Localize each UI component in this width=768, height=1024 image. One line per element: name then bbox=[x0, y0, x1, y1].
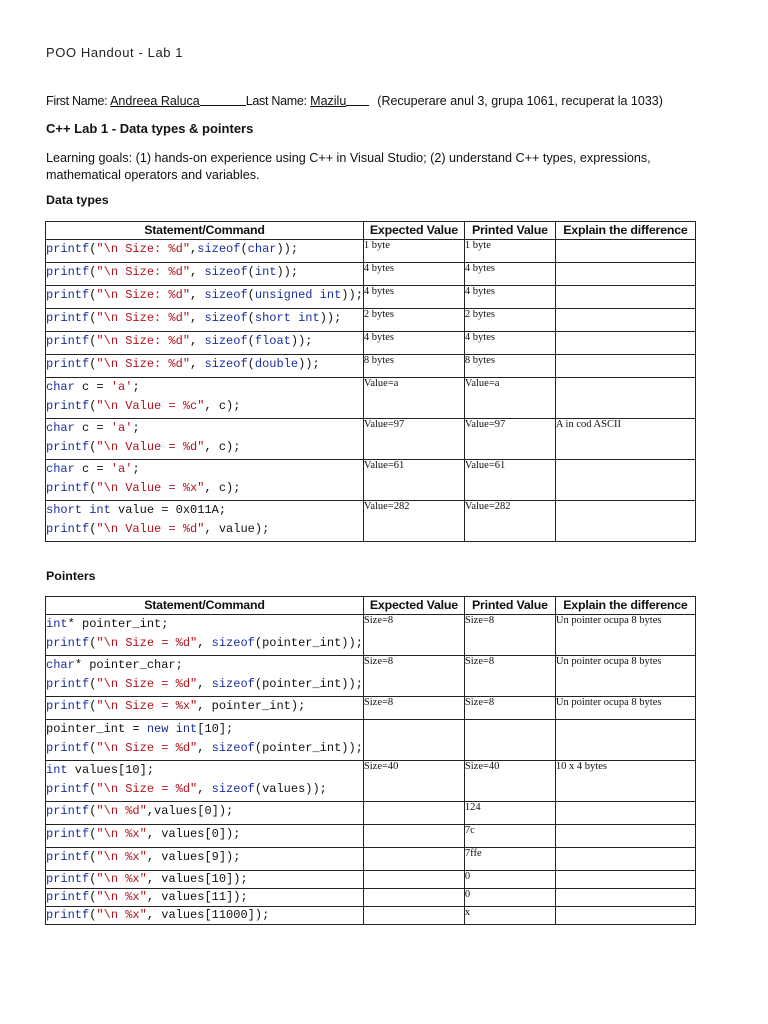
code-token: , bbox=[190, 334, 205, 348]
explain-difference-cell bbox=[555, 378, 695, 419]
code-token: ( bbox=[89, 677, 97, 691]
code-token: , bbox=[190, 311, 205, 325]
code-token: ( bbox=[89, 334, 97, 348]
expected-value-cell bbox=[363, 871, 464, 889]
printed-value-cell bbox=[464, 720, 555, 761]
expected-value-cell: Value=97 bbox=[363, 419, 464, 460]
statement-cell bbox=[46, 802, 364, 825]
code-token: ( bbox=[89, 399, 97, 413]
code-token: (pointer_int)); bbox=[254, 741, 363, 755]
printed-value-cell: 4 bytes bbox=[464, 263, 555, 286]
code-token: ( bbox=[89, 872, 97, 886]
code-token: ( bbox=[89, 782, 97, 796]
code-token: printf bbox=[46, 481, 90, 495]
code-token: int bbox=[254, 265, 277, 279]
code-line bbox=[46, 761, 363, 780]
explain-difference-cell: 10 x 4 bytes bbox=[555, 761, 695, 802]
printed-value-cell: Value=282 bbox=[464, 501, 555, 542]
code-token: ( bbox=[89, 741, 97, 755]
code-token: "\n Value = %d" bbox=[96, 440, 205, 454]
code-token: , bbox=[190, 242, 198, 256]
statement-cell bbox=[46, 848, 364, 871]
code-token: )); bbox=[341, 288, 363, 302]
code-token: printf bbox=[46, 850, 90, 864]
code-line bbox=[46, 697, 363, 716]
code-token: ( bbox=[89, 288, 97, 302]
code-line bbox=[46, 309, 363, 328]
printed-value-cell: 2 bytes bbox=[464, 309, 555, 332]
printed-value-cell: Size=40 bbox=[464, 761, 555, 802]
code-token: values[10]; bbox=[67, 763, 155, 777]
code-line bbox=[46, 656, 363, 675]
code-line bbox=[46, 739, 363, 758]
printed-value-cell: Size=8 bbox=[464, 697, 555, 720]
code-token: "\n %x" bbox=[96, 850, 147, 864]
expected-value-cell: Value=282 bbox=[363, 501, 464, 542]
code-token: "\n %x" bbox=[96, 890, 147, 904]
statement-cell bbox=[46, 378, 364, 419]
code-token: , bbox=[197, 677, 212, 691]
code-token: c = bbox=[74, 421, 111, 435]
code-token: sizeof bbox=[211, 741, 255, 755]
code-token: ( bbox=[240, 242, 248, 256]
table-row bbox=[46, 240, 696, 263]
code-token: sizeof bbox=[204, 357, 248, 371]
table-row bbox=[46, 615, 696, 656]
explain-difference-cell bbox=[555, 825, 695, 848]
code-token: char bbox=[247, 242, 277, 256]
explain-difference-cell bbox=[555, 286, 695, 309]
statement-cell bbox=[46, 309, 364, 332]
statement-cell bbox=[46, 907, 364, 925]
table-row bbox=[46, 825, 696, 848]
code-token: "\n Size = %d" bbox=[96, 677, 198, 691]
code-token: printf bbox=[46, 741, 90, 755]
code-line bbox=[46, 286, 363, 305]
explain-difference-cell: A in cod ASCII bbox=[555, 419, 695, 460]
code-token: ( bbox=[247, 334, 255, 348]
column-header-expected: Expected Value bbox=[363, 597, 464, 615]
code-token: printf bbox=[46, 890, 90, 904]
statement-cell bbox=[46, 825, 364, 848]
code-token: sizeof bbox=[204, 288, 248, 302]
expected-value-cell: 4 bytes bbox=[363, 332, 464, 355]
code-token: ( bbox=[247, 357, 255, 371]
code-token: ( bbox=[89, 357, 97, 371]
code-token: double bbox=[254, 357, 299, 371]
data-types-heading: Data types bbox=[46, 193, 109, 207]
statement-cell bbox=[46, 286, 364, 309]
explain-difference-cell bbox=[555, 355, 695, 378]
statement-cell bbox=[46, 720, 364, 761]
expected-value-cell bbox=[363, 720, 464, 761]
column-header-explain: Explain the difference bbox=[555, 597, 695, 615]
code-token: , values[11000]); bbox=[146, 908, 270, 922]
code-token: printf bbox=[46, 242, 90, 256]
printed-value-cell: 0 bbox=[464, 871, 555, 889]
explain-difference-cell: Un pointer ocupa 8 bytes bbox=[555, 697, 695, 720]
table-row bbox=[46, 697, 696, 720]
statement-cell bbox=[46, 419, 364, 460]
code-token: , bbox=[190, 265, 205, 279]
expected-value-cell bbox=[363, 889, 464, 907]
explain-difference-cell bbox=[555, 309, 695, 332]
code-token: printf bbox=[46, 440, 90, 454]
code-token: printf bbox=[46, 677, 90, 691]
printed-value-cell: 7c bbox=[464, 825, 555, 848]
explain-difference-cell: Un pointer ocupa 8 bytes bbox=[555, 615, 695, 656]
data-types-table bbox=[45, 221, 696, 542]
code-token: "\n Size = %d" bbox=[96, 782, 198, 796]
statement-cell bbox=[46, 355, 364, 378]
last-name-value: Mazilu bbox=[310, 94, 347, 108]
table-row bbox=[46, 286, 696, 309]
code-token: ( bbox=[89, 890, 97, 904]
code-token: "\n %x" bbox=[96, 872, 147, 886]
code-line bbox=[46, 419, 363, 438]
expected-value-cell: 4 bytes bbox=[363, 286, 464, 309]
code-token: "\n Size: %d" bbox=[96, 288, 191, 302]
code-token: "\n Size = %x" bbox=[96, 699, 198, 713]
explain-difference-cell bbox=[555, 871, 695, 889]
column-header-statement: Statement/Command bbox=[46, 222, 364, 240]
first-name-label: First Name: bbox=[46, 94, 108, 108]
code-token: sizeof bbox=[204, 311, 248, 325]
expected-value-cell bbox=[363, 848, 464, 871]
code-token: "\n Value = %c" bbox=[96, 399, 205, 413]
code-line bbox=[46, 438, 363, 457]
table-row bbox=[46, 720, 696, 761]
printed-value-cell: Value=a bbox=[464, 378, 555, 419]
printed-value-cell: x bbox=[464, 907, 555, 925]
learning-goals: Learning goals: (1) hands-on experience using C++ in Visual Studio; (2) understand C++ types, expressions, mathematical operators and variables. bbox=[46, 151, 651, 182]
pointers-heading: Pointers bbox=[46, 569, 96, 583]
code-token: short int bbox=[254, 311, 320, 325]
table-row bbox=[46, 871, 696, 889]
code-token: "\n Size: %d" bbox=[96, 242, 191, 256]
code-token: printf bbox=[46, 636, 90, 650]
column-header-expected: Expected Value bbox=[363, 222, 464, 240]
expected-value-cell: Size=8 bbox=[363, 697, 464, 720]
code-line bbox=[46, 907, 363, 923]
code-token: printf bbox=[46, 357, 90, 371]
table-row bbox=[46, 355, 696, 378]
statement-cell bbox=[46, 332, 364, 355]
code-line bbox=[46, 479, 363, 498]
code-token: ( bbox=[89, 804, 97, 818]
code-token: printf bbox=[46, 399, 90, 413]
code-token: , values[11]); bbox=[146, 890, 248, 904]
printed-value-cell: 7ffe bbox=[464, 848, 555, 871]
code-token: "\n Size: %d" bbox=[96, 357, 191, 371]
table-row bbox=[46, 332, 696, 355]
code-token: "\n %x" bbox=[96, 827, 147, 841]
code-token: )); bbox=[276, 265, 299, 279]
code-token: printf bbox=[46, 288, 90, 302]
statement-cell bbox=[46, 615, 364, 656]
code-token: "\n Size: %d" bbox=[96, 311, 191, 325]
statement-cell bbox=[46, 697, 364, 720]
code-token: sizeof bbox=[211, 677, 255, 691]
code-line bbox=[46, 802, 363, 821]
code-token: * pointer_char; bbox=[74, 658, 183, 672]
code-token: )); bbox=[298, 357, 320, 371]
printed-value-cell: 0 bbox=[464, 889, 555, 907]
code-token: , bbox=[190, 288, 205, 302]
code-token: , values[10]); bbox=[146, 872, 248, 886]
code-line bbox=[46, 332, 363, 351]
statement-cell bbox=[46, 761, 364, 802]
table-row bbox=[46, 378, 696, 419]
expected-value-cell: Size=8 bbox=[363, 615, 464, 656]
code-token: )); bbox=[276, 242, 299, 256]
code-token: printf bbox=[46, 827, 90, 841]
printed-value-cell: 8 bytes bbox=[464, 355, 555, 378]
code-token: [10]; bbox=[197, 722, 234, 736]
expected-value-cell: 4 bytes bbox=[363, 263, 464, 286]
explain-difference-cell bbox=[555, 802, 695, 825]
code-token: printf bbox=[46, 334, 90, 348]
expected-value-cell: Value=61 bbox=[363, 460, 464, 501]
code-token: int bbox=[46, 617, 68, 631]
table-row bbox=[46, 263, 696, 286]
first-name-underline bbox=[200, 93, 246, 106]
code-token: pointer_int = bbox=[46, 722, 147, 736]
expected-value-cell bbox=[363, 802, 464, 825]
code-token: int bbox=[46, 763, 68, 777]
column-header-printed: Printed Value bbox=[464, 222, 555, 240]
code-line bbox=[46, 889, 363, 905]
explain-difference-cell bbox=[555, 263, 695, 286]
code-token: , values[9]); bbox=[146, 850, 241, 864]
expected-value-cell: Size=40 bbox=[363, 761, 464, 802]
code-token: char bbox=[46, 658, 75, 672]
code-token: printf bbox=[46, 311, 90, 325]
code-token: ( bbox=[89, 699, 97, 713]
code-line bbox=[46, 675, 363, 694]
code-line bbox=[46, 460, 363, 479]
table-row bbox=[46, 907, 696, 925]
code-token: 'a' bbox=[110, 380, 133, 394]
column-header-statement: Statement/Command bbox=[46, 597, 364, 615]
code-token: * pointer_int; bbox=[67, 617, 169, 631]
expected-value-cell bbox=[363, 825, 464, 848]
printed-value-cell: 4 bytes bbox=[464, 332, 555, 355]
code-token: sizeof bbox=[204, 265, 248, 279]
printed-value-cell: Size=8 bbox=[464, 615, 555, 656]
code-token: (pointer_int)); bbox=[254, 636, 363, 650]
code-token: ( bbox=[89, 265, 97, 279]
code-line bbox=[46, 397, 363, 416]
printed-value-cell: 4 bytes bbox=[464, 286, 555, 309]
code-token: , bbox=[197, 782, 212, 796]
code-token: new int bbox=[146, 722, 198, 736]
column-header-printed: Printed Value bbox=[464, 597, 555, 615]
code-token: c = bbox=[74, 380, 111, 394]
code-token: , c); bbox=[204, 440, 241, 454]
code-token: printf bbox=[46, 804, 90, 818]
recovery-note: (Recuperare anul 3, grupa 1061, recuperat la 1033) bbox=[377, 94, 663, 108]
code-token: , bbox=[197, 741, 212, 755]
code-line bbox=[46, 355, 363, 374]
table-row bbox=[46, 889, 696, 907]
column-header-explain: Explain the difference bbox=[555, 222, 695, 240]
code-token: , value); bbox=[204, 522, 270, 536]
code-token: ( bbox=[89, 481, 97, 495]
code-line bbox=[46, 520, 363, 539]
explain-difference-cell bbox=[555, 501, 695, 542]
code-token: float bbox=[254, 334, 291, 348]
code-token: ,values[0]); bbox=[146, 804, 234, 818]
code-token: ( bbox=[89, 850, 97, 864]
code-token: printf bbox=[46, 908, 90, 922]
code-token: ( bbox=[89, 311, 97, 325]
statement-cell bbox=[46, 501, 364, 542]
code-line bbox=[46, 263, 363, 282]
printed-value-cell: 1 byte bbox=[464, 240, 555, 263]
code-token: char bbox=[46, 380, 75, 394]
expected-value-cell: 1 byte bbox=[363, 240, 464, 263]
code-token: ( bbox=[89, 440, 97, 454]
code-token: ( bbox=[247, 288, 255, 302]
code-token: 'a' bbox=[110, 462, 133, 476]
statement-cell bbox=[46, 871, 364, 889]
last-name-underline bbox=[346, 93, 369, 106]
table-header-row bbox=[46, 597, 696, 615]
code-token: "\n %d" bbox=[96, 804, 147, 818]
code-token: , values[0]); bbox=[146, 827, 241, 841]
pointers-table bbox=[45, 596, 696, 925]
code-token: ( bbox=[89, 908, 97, 922]
code-token: sizeof bbox=[211, 636, 255, 650]
table-row bbox=[46, 761, 696, 802]
expected-value-cell: Value=a bbox=[363, 378, 464, 419]
code-line bbox=[46, 720, 363, 739]
code-token: printf bbox=[46, 522, 90, 536]
explain-difference-cell bbox=[555, 889, 695, 907]
table-row bbox=[46, 309, 696, 332]
table-row bbox=[46, 460, 696, 501]
code-line bbox=[46, 378, 363, 397]
code-token: printf bbox=[46, 265, 90, 279]
code-token: ( bbox=[89, 242, 97, 256]
explain-difference-cell bbox=[555, 460, 695, 501]
code-token: ; bbox=[132, 380, 140, 394]
student-name-line bbox=[46, 93, 663, 108]
lab-title: C++ Lab 1 - Data types & pointers bbox=[46, 121, 254, 136]
statement-cell bbox=[46, 460, 364, 501]
printed-value-cell: Size=8 bbox=[464, 656, 555, 697]
code-token: "\n Size: %d" bbox=[96, 334, 191, 348]
code-token: , bbox=[190, 357, 205, 371]
code-token: sizeof bbox=[211, 782, 255, 796]
code-token: , c); bbox=[204, 399, 241, 413]
code-token: char bbox=[46, 421, 75, 435]
code-token: "\n Size = %d" bbox=[96, 636, 198, 650]
table-row bbox=[46, 419, 696, 460]
code-token: unsigned int bbox=[254, 288, 342, 302]
code-token: ( bbox=[89, 522, 97, 536]
code-token: , c); bbox=[204, 481, 241, 495]
first-name-value: Andreea Raluca bbox=[110, 94, 200, 108]
code-token: , pointer_int); bbox=[197, 699, 306, 713]
code-token: "\n Value = %x" bbox=[96, 481, 205, 495]
code-token: (values)); bbox=[254, 782, 327, 796]
code-token: sizeof bbox=[197, 242, 241, 256]
code-token: 'a' bbox=[110, 421, 133, 435]
statement-cell bbox=[46, 240, 364, 263]
document-title: POO Handout - Lab 1 bbox=[46, 45, 184, 60]
code-line bbox=[46, 615, 363, 634]
code-token: )); bbox=[319, 311, 342, 325]
statement-cell bbox=[46, 889, 364, 907]
code-token: ; bbox=[132, 421, 140, 435]
code-token: value = 0x011A; bbox=[110, 503, 227, 517]
code-line bbox=[46, 848, 363, 867]
printed-value-cell: 124 bbox=[464, 802, 555, 825]
code-line bbox=[46, 825, 363, 844]
code-token: "\n Size: %d" bbox=[96, 265, 191, 279]
expected-value-cell bbox=[363, 907, 464, 925]
explain-difference-cell bbox=[555, 848, 695, 871]
code-token: (pointer_int)); bbox=[254, 677, 363, 691]
statement-cell bbox=[46, 656, 364, 697]
code-token: sizeof bbox=[204, 334, 248, 348]
last-name-label: Last Name: bbox=[245, 94, 307, 108]
explain-difference-cell bbox=[555, 907, 695, 925]
expected-value-cell: 8 bytes bbox=[363, 355, 464, 378]
code-line bbox=[46, 240, 363, 259]
code-token: )); bbox=[290, 334, 313, 348]
printed-value-cell: Value=61 bbox=[464, 460, 555, 501]
code-token: printf bbox=[46, 699, 90, 713]
expected-value-cell: Size=8 bbox=[363, 656, 464, 697]
table-row bbox=[46, 802, 696, 825]
expected-value-cell: 2 bytes bbox=[363, 309, 464, 332]
code-token: printf bbox=[46, 872, 90, 886]
explain-difference-cell bbox=[555, 332, 695, 355]
code-token: short int bbox=[46, 503, 111, 517]
code-token: ( bbox=[247, 311, 255, 325]
explain-difference-cell bbox=[555, 240, 695, 263]
table-row bbox=[46, 848, 696, 871]
code-token: ( bbox=[89, 827, 97, 841]
code-token: ( bbox=[89, 636, 97, 650]
table-row bbox=[46, 501, 696, 542]
code-token: c = bbox=[74, 462, 111, 476]
printed-value-cell: Value=97 bbox=[464, 419, 555, 460]
code-line bbox=[46, 780, 363, 799]
code-line bbox=[46, 871, 363, 887]
explain-difference-cell bbox=[555, 720, 695, 761]
table-header-row bbox=[46, 222, 696, 240]
code-token: ( bbox=[247, 265, 255, 279]
code-token: "\n Value = %d" bbox=[96, 522, 205, 536]
code-token: "\n %x" bbox=[96, 908, 147, 922]
statement-cell bbox=[46, 263, 364, 286]
code-token: , bbox=[197, 636, 212, 650]
code-line bbox=[46, 634, 363, 653]
table-row bbox=[46, 656, 696, 697]
explain-difference-cell: Un pointer ocupa 8 bytes bbox=[555, 656, 695, 697]
code-token: "\n Size = %d" bbox=[96, 741, 198, 755]
code-line bbox=[46, 501, 363, 520]
code-token: char bbox=[46, 462, 75, 476]
code-token: printf bbox=[46, 782, 90, 796]
code-token: ; bbox=[132, 462, 140, 476]
